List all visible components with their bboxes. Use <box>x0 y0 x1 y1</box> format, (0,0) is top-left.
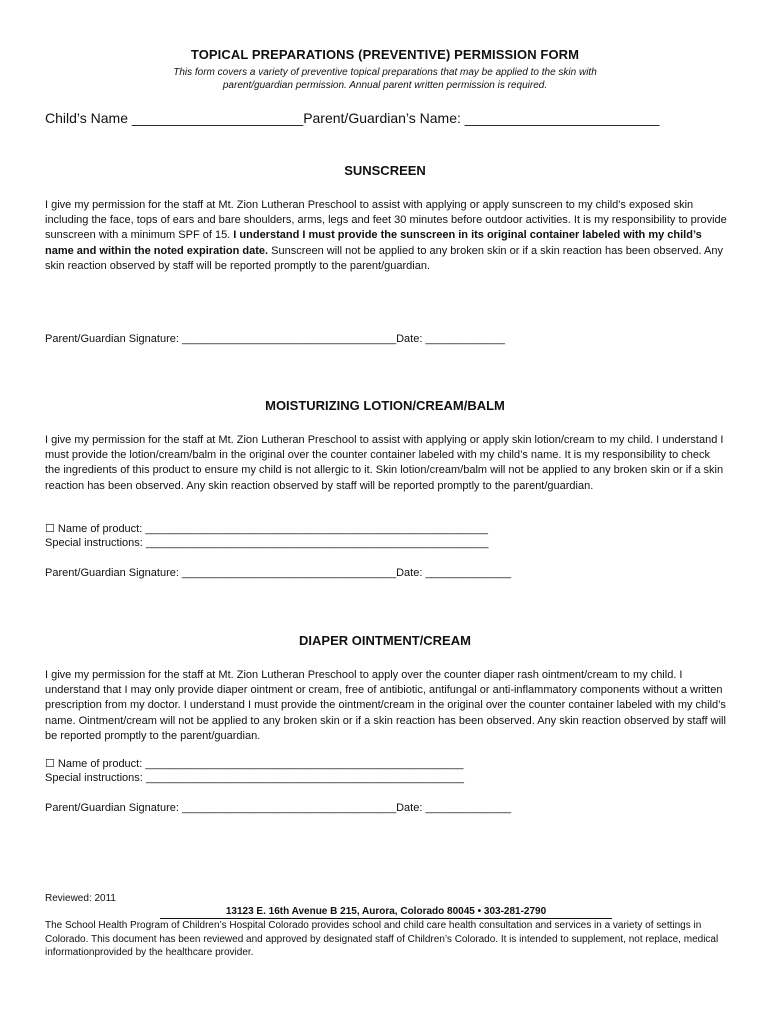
sunscreen-paragraph <box>45 198 727 274</box>
sunscreen-text-a: I give my permission for the staff at Mt. Zion Lutheran Preschool to assist with applying or apply sunscreen to my child's exposed skin including the face, tops of ears and bare shoulders, arms, legs and feet 30 minutes before outdoor activities. It is my responsibility to provide sunscreen with a minimum SPF of 15. <box>45 199 727 242</box>
parent-name-label: Parent/Guardian’s Name: <box>303 110 461 126</box>
diaper-instructions-line[interactable]: Special instructions: ____________________________________________________ <box>45 772 464 784</box>
form-subtitle <box>130 66 640 92</box>
parent-name-field[interactable]: _________________________ <box>464 110 660 126</box>
lotion-product-line[interactable]: ☐ Name of product: ________________________________________________________ <box>45 523 488 535</box>
diaper-signature-line[interactable]: Parent/Guardian Signature: ___________________________________Date: ______________ <box>45 802 512 814</box>
reviewed-date: Reviewed: 2011 <box>45 893 116 904</box>
lotion-paragraph: I give my permission for the staff at Mt. Zion Lutheran Preschool to assist with applying or apply skin lotion/cream to my child. I understand I must provide the lotion/cream/balm in the original over the counter container labeled with my child’s name. It is my responsibility to check the ingredients of this product to ensure my child is not allergic to it. Skin lotion/cream/balm will not be applied to any broken skin or if a skin reaction has been observed. Any skin reaction observed by staff will be reported promptly to the parent/guardian. <box>45 434 724 492</box>
diaper-paragraph: I give my permission for the staff at Mt. Zion Lutheran Preschool to apply over the counter diaper rash ointment/cream to my child. I understand that I may only provide diaper ointment or cream, free of antibiotic, antifungal or anti-inflammatory components without a written prescription from my doctor. I understand I must provide the ointment/cream in the original over the counter container labeled with my child’s name. Ointment/cream will not be applied to any broken skin or if a skin reaction has been observed. Any skin reaction observed by staff will be reported promptly to the parent/guardian. <box>45 669 726 742</box>
lotion-instructions-line[interactable]: Special instructions: ________________________________________________________ <box>45 537 489 549</box>
sunscreen-text-bold: I understand I must provide the sunscreen in its original container labeled with my child’s name and within the noted expiration date. <box>45 229 702 257</box>
diaper-heading: DIAPER OINTMENT/CREAM <box>299 633 471 648</box>
diaper-product-line[interactable]: ☐ Name of product: ____________________________________________________ <box>45 758 464 770</box>
child-name-label: Child’s Name <box>45 110 128 126</box>
footer-address: 13123 E. 16th Avenue B 215, Aurora, Colorado 80045 • 303-281-2790 <box>160 906 612 919</box>
sunscreen-text-b: Sunscreen will not be applied to any broken skin or if a skin reaction has been observed. Any skin reaction observed by staff will be reported promptly to the parent/guardian. <box>45 244 724 272</box>
lotion-signature-line[interactable]: Parent/Guardian Signature: ___________________________________Date: ______________ <box>45 567 512 579</box>
subtitle-line-1: This form covers a variety of preventive topical preparations that may be applied to the skin with <box>173 67 597 78</box>
lotion-heading: MOISTURIZING LOTION/CREAM/BALM <box>265 398 505 413</box>
footer-disclaimer: The School Health Program of Children’s Hospital Colorado provides school and child care health consultation and services in a variety of settings in Colorado. This document has been reviewed and approved by designated staff of Children’s Colorado. It is intended to supplement, not replace, medical informationprovided by the healthcare provider. <box>45 920 719 958</box>
sunscreen-signature-line[interactable]: Parent/Guardian Signature: ___________________________________Date: _____________ <box>45 333 505 345</box>
sunscreen-heading: SUNSCREEN <box>344 163 426 178</box>
form-title: TOPICAL PREPARATIONS (PREVENTIVE) PERMISSION FORM <box>190 47 580 62</box>
names-row <box>45 110 735 126</box>
subtitle-line-2: parent/guardian permission. Annual parent written permission is required. <box>222 80 548 91</box>
child-name-field[interactable]: ______________________ <box>131 110 304 126</box>
